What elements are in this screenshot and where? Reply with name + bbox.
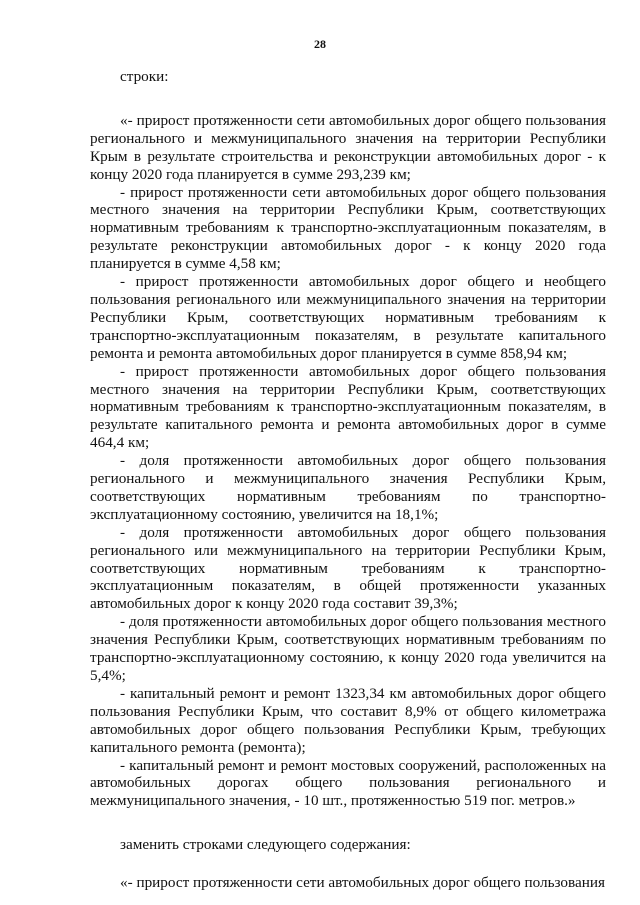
old-item-1: «- прирост протяженности сети автомобильных дорог общего пользования регионального и межмуниципального значения на территории Республики Крым в результате строительства и реконструкции автомобильных дорог - к концу 2020 года планируется в сумме 293,239 км; — [90, 111, 606, 183]
old-item-6: - доля протяженности автомобильных дорог общего пользования регионального или межмуниципального на территории Республики Крым, соответствующих нормативным требованиям к транспортно-эксплуатационным показателям, в общей протяженности указанных автомобильных дорог к концу 2020 года составит 39,3%; — [90, 523, 606, 613]
spacer — [90, 854, 606, 874]
old-item-9: - капитальный ремонт и ремонт мостовых сооружений, расположенных на автомобильных дорогах общего пользования регионального и межмуниципального значения, - 10 шт., протяженностью 519 пог. метров.» — [90, 756, 606, 810]
new-item-1: «- прирост протяженности сети автомобильных дорог общего пользования — [120, 874, 605, 892]
old-item-3: - прирост протяженности автомобильных дорог общего и необщего пользования регионального или межмуниципального значения на территории Республики Крым, соответствующих нормативным требованиям к транспортно-эксплуатационным показателям, в результате капитального ремонта и ремонта автомобильных дорог планируется в сумме 858,94 км; — [90, 273, 606, 362]
spacer — [90, 86, 606, 112]
old-item-2: - прирост протяженности сети автомобильных дорог общего пользования местного значения на территории Республики Крым, соответствующих нормативным требованиям к транспортно-эксплуатационным показателям, в результате реконструкции автомобильных дорог - к концу 2020 года планируется в сумме 4,58 км; — [90, 183, 606, 273]
spacer — [90, 810, 606, 836]
page-number: 28 — [314, 37, 326, 51]
intro-line: строки: — [120, 68, 169, 85]
replace-intro-line: заменить строками следующего содержания: — [120, 836, 411, 854]
old-item-5: - доля протяженности автомобильных дорог общего пользования регионального и межмуниципального значения Республики Крым, соответствующих нормативным требованиям по транспортно-эксплуатационному состоянию, увеличится на 18,1%; — [90, 452, 606, 523]
old-item-4: - прирост протяженности автомобильных дорог общего пользования местного значения на территории Республики Крым, соответствующих нормативным требованиям к транспортно-эксплуатационным показателям, в результате капитального ремонта и ремонта автомобильных дорог в сумме 464,4 км; — [90, 362, 606, 452]
old-item-7: - доля протяженности автомобильных дорог общего пользования местного значения Республики Крым, соответствующих нормативным требованиям по транспортно-эксплуатационному состоянию, к концу 2020 года увеличится на 5,4%; — [90, 613, 606, 684]
old-item-8: - капитальный ремонт и ремонт 1323,34 км автомобильных дорог общего пользования Республики Крым, что составит 8,9% от общего километража автомобильных дорог общего пользования Республики Крым, требующих капитального ремонта (ремонта); — [90, 684, 606, 756]
document-body — [90, 68, 606, 892]
